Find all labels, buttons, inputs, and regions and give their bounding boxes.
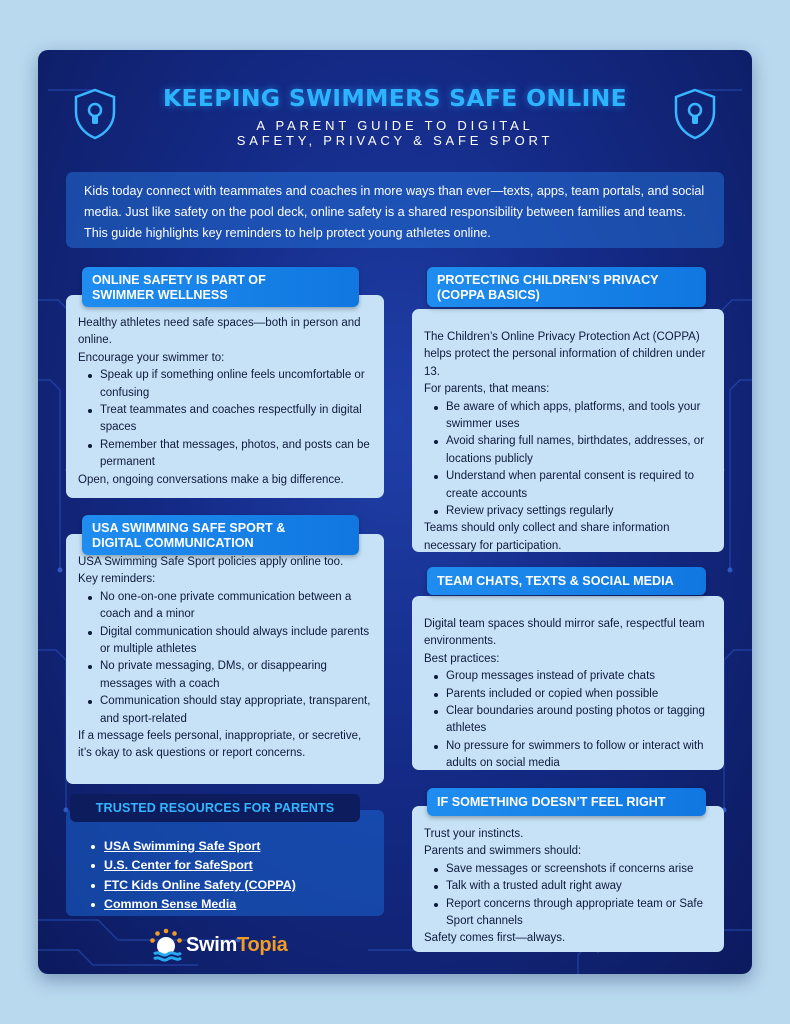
list-item: Understand when parental consent is required to create accounts [446, 468, 712, 503]
subtitle-line: SAFETY, PRIVACY & SAFE SPORT [236, 133, 554, 148]
heading-line: SWIMMER WELLNESS [92, 288, 228, 302]
list-item: Clear boundaries around posting photos or tagging athletes [446, 703, 712, 738]
body-text: USA Swimming Safe Sport policies apply online too. [78, 556, 344, 568]
body-text: Teams should only collect and share information necessary for participation. [424, 522, 670, 552]
body-text: Safety comes first—always. [424, 932, 566, 945]
list-item: Parents included or copied when possible [446, 686, 712, 703]
resource-link[interactable]: Common Sense Media [104, 895, 384, 914]
privacy-section [412, 309, 724, 552]
bullet-list [424, 668, 712, 772]
body-text: Parents and swimmers should: [424, 845, 582, 858]
resources-panel [66, 810, 384, 916]
intro-panel: Kids today connect with teammates and coaches in more ways than ever—texts, apps, team portals, and social media. Just like safety on the pool deck, online safety is a shared responsibility between families and teams. This guide highlights key reminders to help protect young athletes online. [66, 172, 724, 248]
team-chats-section [412, 596, 724, 770]
resources-heading: TRUSTED RESOURCES FOR PARENTS [70, 794, 360, 822]
body-text: Trust your instincts. [424, 828, 524, 840]
heading-line: USA SWIMMING SAFE SPORT & [92, 521, 286, 535]
body-text: The Children’s Online Privacy Protection Act (COPPA) helps protect the personal information of children under 13. [424, 331, 706, 378]
safesport-section [66, 534, 384, 784]
list-item: Digital communication should always include parents or multiple athletes [100, 624, 372, 659]
body-text: Digital team spaces should mirror safe, respectful team environments. [424, 618, 705, 648]
heading-line: IF SOMETHING DOESN’T FEEL RIGHT [437, 795, 666, 809]
section-heading [427, 567, 706, 595]
resource-link[interactable]: FTC Kids Online Safety (COPPA) [104, 876, 384, 895]
wellness-section [66, 295, 384, 498]
guide-card [38, 50, 752, 974]
body-text: For parents, that means: [424, 383, 550, 396]
list-item: Remember that messages, photos, and posts can be permanent [100, 437, 372, 472]
section-heading [82, 515, 359, 555]
list-item: Talk with a trusted adult right away [446, 878, 712, 895]
page-subtitle [38, 118, 752, 148]
body-text: Encourage your swimmer to: [78, 351, 225, 364]
feel-right-section [412, 806, 724, 952]
resource-link[interactable]: USA Swimming Safe Sport [104, 837, 384, 856]
section-heading [427, 267, 706, 307]
page-title: KEEPING SWIMMERS SAFE ONLINE [163, 84, 627, 112]
list-item: Speak up if something online feels uncomfortable or confusing [100, 367, 372, 402]
list-item: Treat teammates and coaches respectfully in digital spaces [100, 402, 372, 437]
section-heading [82, 267, 359, 307]
list-item: Report concerns through appropriate team or Safe Sport channels [446, 896, 712, 931]
bullet-list [424, 399, 712, 521]
bullet-list [78, 589, 372, 728]
section-heading [427, 788, 706, 816]
list-item: Avoid sharing full names, birthdates, addresses, or locations publicly [446, 433, 712, 468]
list-item: Save messages or screenshots if concerns arise [446, 861, 712, 878]
swimtopia-logo-icon [148, 927, 184, 963]
list-item: Be aware of which apps, platforms, and tools your swimmer uses [446, 399, 712, 434]
list-item: No pressure for swimmers to follow or interact with adults on social media [446, 738, 712, 773]
logo-wordmark [186, 934, 287, 957]
body-text: If a message feels personal, inappropriate, or secretive, it’s okay to ask questions or report concerns. [78, 730, 362, 760]
list-item: Group messages instead of private chats [446, 668, 712, 685]
resource-link[interactable]: U.S. Center for SafeSport [104, 856, 384, 875]
heading-line: TEAM CHATS, TEXTS & SOCIAL MEDIA [437, 574, 674, 588]
body-text: Open, ongoing conversations make a big difference. [78, 473, 344, 486]
list-item: Review privacy settings regularly [446, 503, 712, 520]
heading-line: (COPPA BASICS) [437, 288, 540, 302]
resource-links [104, 837, 384, 914]
heading-line: ONLINE SAFETY IS PART OF [92, 273, 266, 287]
logo-text-topia: Topia [237, 933, 288, 956]
heading-line: PROTECTING CHILDREN’S PRIVACY [437, 273, 659, 287]
subtitle-line: A PARENT GUIDE TO DIGITAL [256, 118, 534, 133]
list-item: No one-on-one private communication between a coach and a minor [100, 589, 372, 624]
heading-line: DIGITAL COMMUNICATION [92, 536, 254, 550]
body-text: Key reminders: [78, 573, 156, 586]
list-item: No private messaging, DMs, or disappearing messages with a coach [100, 658, 372, 693]
body-text: Healthy athletes need safe spaces—both in person and online. [78, 317, 361, 347]
bullet-list [78, 367, 372, 471]
list-item: Communication should stay appropriate, transparent, and sport-related [100, 693, 372, 728]
body-text: Best practices: [424, 652, 500, 665]
swimtopia-logo [148, 927, 287, 963]
logo-text-swim: Swim [186, 933, 238, 956]
bullet-list [424, 861, 712, 931]
